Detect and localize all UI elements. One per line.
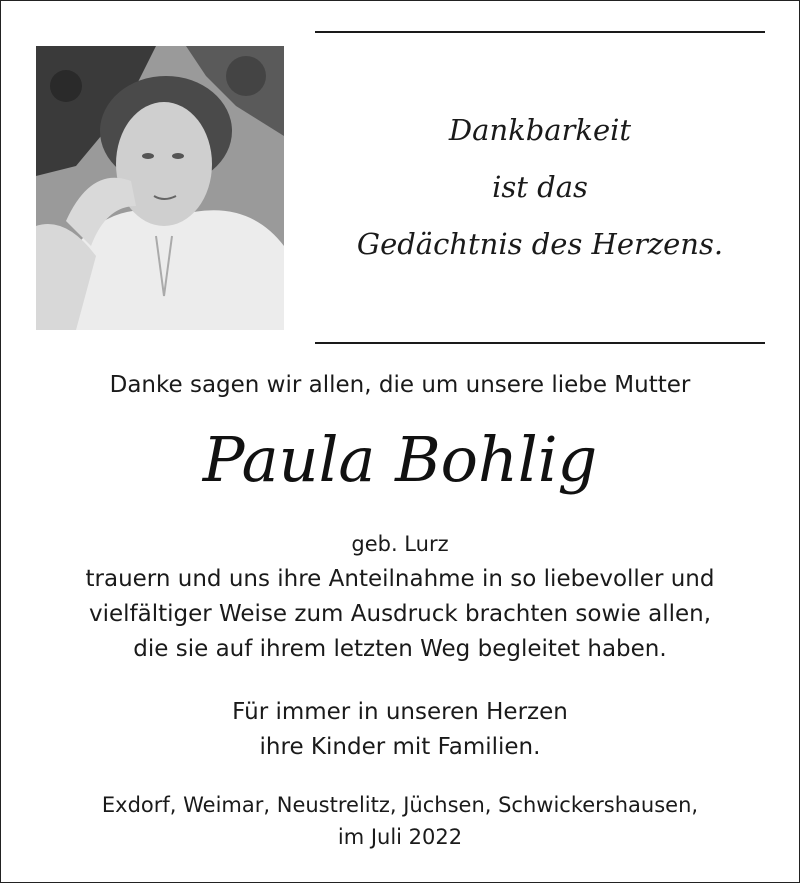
closing-line-1: Für immer in unseren Herzen <box>232 699 568 725</box>
divider-bottom <box>315 342 765 344</box>
quote-line-2: ist das <box>492 170 588 204</box>
quote-line-3: Gedächtnis des Herzens. <box>356 227 724 261</box>
deceased-name: Paula Bohlig <box>202 423 598 496</box>
body-line-3: die sie auf ihrem letzten Weg begleitet haben. <box>133 636 667 662</box>
divider-top <box>315 31 765 33</box>
quote-line-1: Dankbarkeit <box>448 113 632 147</box>
footer-places: Exdorf, Weimar, Neustrelitz, Jüchsen, Schwickershausen, <box>101 793 699 817</box>
birth-name: geb. Lurz <box>351 532 449 556</box>
closing-line-2: ihre Kinder mit Familien. <box>259 734 541 760</box>
body-line-1: trauern und uns ihre Anteilnahme in so liebevoller und <box>85 566 715 592</box>
intro-text: Danke sagen wir allen, die um unsere liebe Mutter <box>109 372 691 398</box>
portrait-illustration <box>36 46 284 330</box>
body-line-2: vielfältiger Weise zum Ausdruck brachten sowie allen, <box>88 601 712 627</box>
portrait-photo <box>36 46 284 330</box>
footer-date: im Juli 2022 <box>337 825 463 849</box>
